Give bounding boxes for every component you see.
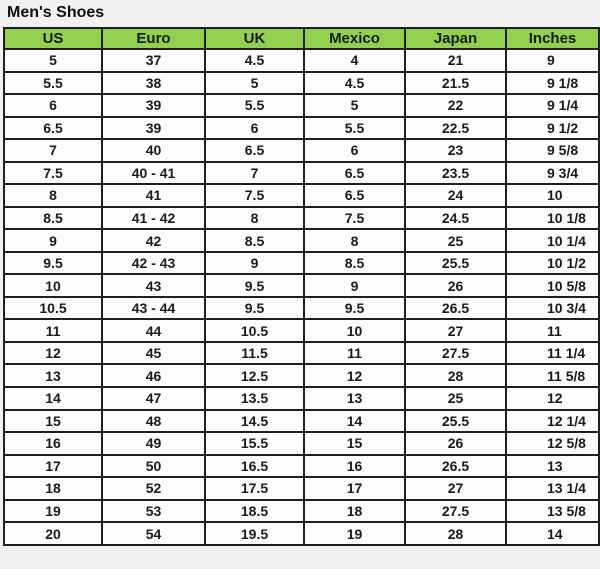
table-cell: 6.5 [304,184,405,207]
table-cell: 12.5 [205,364,304,387]
table-cell: 39 [102,117,205,140]
table-cell: 15 [304,432,405,455]
table-cell: 10 1/2 [506,252,599,275]
table-cell: 27 [405,319,506,342]
table-cell: 17 [4,455,102,478]
size-conversion-table [3,27,600,546]
table-cell: 9 [506,49,599,72]
table-cell: 47 [102,387,205,410]
table-row [4,252,599,275]
table-cell: 24.5 [405,207,506,230]
table-cell: 14 [506,522,599,545]
table-cell: 9.5 [205,297,304,320]
table-cell: 8.5 [4,207,102,230]
table-cell: 22.5 [405,117,506,140]
table-cell: 14 [304,410,405,433]
table-cell: 23.5 [405,162,506,185]
table-cell: 4.5 [205,49,304,72]
table-row [4,184,599,207]
table-row [4,139,599,162]
table-cell: 40 - 41 [102,162,205,185]
table-cell: 8 [304,229,405,252]
table-cell: 49 [102,432,205,455]
table-cell: 5 [205,72,304,95]
table-cell: 10.5 [4,297,102,320]
table-cell: 10 [506,184,599,207]
table-cell: 12 1/4 [506,410,599,433]
table-cell: 53 [102,500,205,523]
header-mexico: Mexico [304,28,405,49]
table-cell: 10 1/8 [506,207,599,230]
table-cell: 4.5 [304,72,405,95]
table-row [4,162,599,185]
table-row [4,500,599,523]
table-cell: 27.5 [405,342,506,365]
table-row [4,297,599,320]
table-cell: 41 [102,184,205,207]
table-cell: 10 [4,274,102,297]
table-cell: 38 [102,72,205,95]
table-cell: 27.5 [405,500,506,523]
table-row [4,364,599,387]
table-cell: 42 - 43 [102,252,205,275]
table-cell: 5.5 [304,117,405,140]
table-cell: 9.5 [4,252,102,275]
table-cell: 46 [102,364,205,387]
table-cell: 54 [102,522,205,545]
table-cell: 9 [205,252,304,275]
table-cell: 11 [506,319,599,342]
table-cell: 24 [405,184,506,207]
table-cell: 9 1/2 [506,117,599,140]
table-cell: 14 [4,387,102,410]
table-cell: 13.5 [205,387,304,410]
size-table-body [4,49,599,545]
table-cell: 25 [405,229,506,252]
table-row [4,94,599,117]
table-row [4,49,599,72]
table-row [4,207,599,230]
header-row [4,28,599,49]
table-cell: 11 [304,342,405,365]
table-cell: 7.5 [304,207,405,230]
table-cell: 40 [102,139,205,162]
table-cell: 9 3/4 [506,162,599,185]
table-row [4,319,599,342]
table-cell: 13 5/8 [506,500,599,523]
table-cell: 15.5 [205,432,304,455]
table-cell: 6 [4,94,102,117]
table-cell: 13 [506,455,599,478]
table-cell: 16.5 [205,455,304,478]
table-cell: 7 [205,162,304,185]
table-cell: 48 [102,410,205,433]
table-cell: 8 [4,184,102,207]
table-cell: 6.5 [4,117,102,140]
table-cell: 41 - 42 [102,207,205,230]
table-cell: 9 1/8 [506,72,599,95]
header-euro: Euro [102,28,205,49]
table-cell: 5.5 [4,72,102,95]
table-cell: 11 [4,319,102,342]
table-cell: 18.5 [205,500,304,523]
table-cell: 13 1/4 [506,477,599,500]
table-cell: 9 [4,229,102,252]
table-cell: 9 [304,274,405,297]
table-row [4,410,599,433]
table-cell: 28 [405,364,506,387]
table-cell: 26.5 [405,455,506,478]
table-cell: 26.5 [405,297,506,320]
table-cell: 7.5 [205,184,304,207]
table-cell: 10 [304,319,405,342]
table-cell: 18 [4,477,102,500]
table-cell: 15 [4,410,102,433]
table-cell: 17 [304,477,405,500]
table-cell: 19 [4,500,102,523]
table-cell: 23 [405,139,506,162]
table-cell: 11.5 [205,342,304,365]
table-row [4,522,599,545]
table-cell: 19.5 [205,522,304,545]
table-cell: 28 [405,522,506,545]
table-row [4,117,599,140]
table-cell: 7 [4,139,102,162]
table-cell: 12 [4,342,102,365]
table-cell: 5 [304,94,405,117]
table-cell: 8.5 [205,229,304,252]
table-header [4,28,599,49]
table-cell: 9.5 [304,297,405,320]
table-row [4,432,599,455]
table-cell: 9 1/4 [506,94,599,117]
table-cell: 50 [102,455,205,478]
table-cell: 52 [102,477,205,500]
table-cell: 5.5 [205,94,304,117]
header-us: US [4,28,102,49]
table-cell: 7.5 [4,162,102,185]
table-cell: 8.5 [304,252,405,275]
table-cell: 25 [405,387,506,410]
table-cell: 25.5 [405,252,506,275]
table-cell: 43 [102,274,205,297]
table-row [4,229,599,252]
table-cell: 11 1/4 [506,342,599,365]
table-cell: 37 [102,49,205,72]
table-cell: 22 [405,94,506,117]
table-cell: 43 - 44 [102,297,205,320]
table-cell: 39 [102,94,205,117]
table-cell: 6.5 [304,162,405,185]
table-cell: 27 [405,477,506,500]
table-cell: 9 5/8 [506,139,599,162]
table-cell: 18 [304,500,405,523]
page-title: Men's Shoes [7,4,105,21]
table-cell: 26 [405,432,506,455]
table-cell: 6 [304,139,405,162]
table-cell: 12 [506,387,599,410]
table-row [4,477,599,500]
table-cell: 44 [102,319,205,342]
table-cell: 21.5 [405,72,506,95]
table-cell: 45 [102,342,205,365]
header-japan: Japan [405,28,506,49]
table-cell: 17.5 [205,477,304,500]
table-cell: 5 [4,49,102,72]
table-cell: 19 [304,522,405,545]
table-cell: 13 [4,364,102,387]
table-cell: 9.5 [205,274,304,297]
table-cell: 20 [4,522,102,545]
header-uk: UK [205,28,304,49]
table-cell: 8 [205,207,304,230]
header-inches: Inches [506,28,599,49]
table-cell: 11 5/8 [506,364,599,387]
table-cell: 13 [304,387,405,410]
table-cell: 12 [304,364,405,387]
table-cell: 4 [304,49,405,72]
table-cell: 14.5 [205,410,304,433]
table-cell: 10 3/4 [506,297,599,320]
table-row [4,387,599,410]
table-cell: 16 [304,455,405,478]
table-cell: 16 [4,432,102,455]
table-cell: 10 1/4 [506,229,599,252]
table-cell: 42 [102,229,205,252]
table-cell: 10 5/8 [506,274,599,297]
table-cell: 10.5 [205,319,304,342]
table-cell: 25.5 [405,410,506,433]
table-row [4,72,599,95]
table-row [4,342,599,365]
table-row [4,455,599,478]
table-cell: 26 [405,274,506,297]
table-cell: 12 5/8 [506,432,599,455]
table-cell: 6 [205,117,304,140]
table-cell: 21 [405,49,506,72]
table-cell: 6.5 [205,139,304,162]
table-row [4,274,599,297]
